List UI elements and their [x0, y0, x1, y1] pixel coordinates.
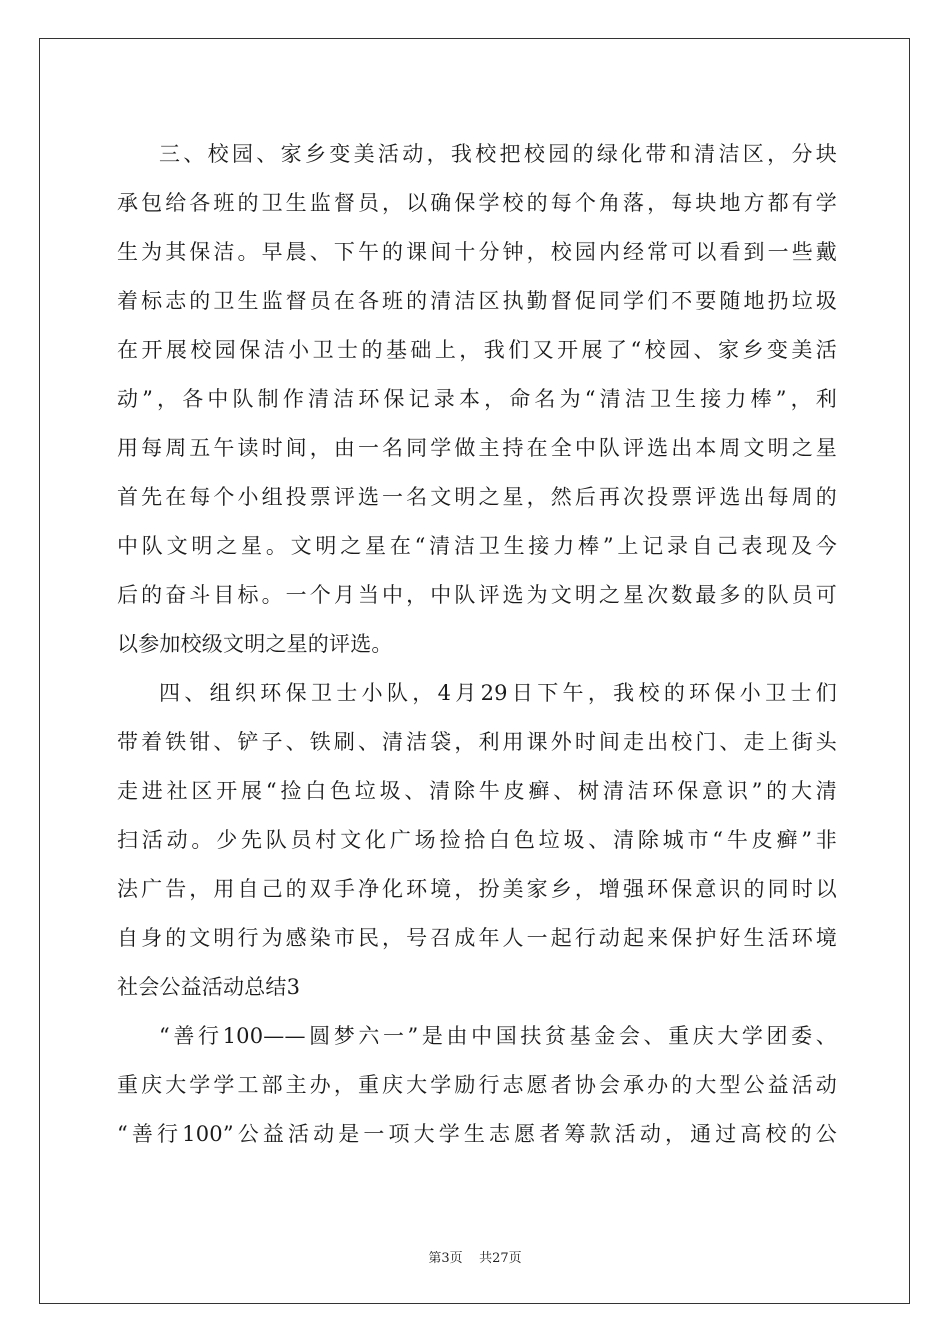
text-line: 重庆大学学工部主办，重庆大学励行志愿者协会承办的大型公益活动 — [117, 1073, 837, 1097]
text-line: 走进社区开展“捡白色垃圾、清除牛皮癣、树清洁环保意识”的大清 — [117, 779, 837, 803]
text-line: 承包给各班的卫生监督员，以确保学校的每个角落，每块地方都有学 — [117, 191, 837, 215]
text-line: 动”，各中队制作清洁环保记录本，命名为“清洁卫生接力棒”，利 — [117, 387, 837, 411]
page-footer — [0, 1247, 950, 1266]
page-number: 第3页 — [428, 1251, 463, 1266]
text-line: 生为其保洁。早晨、下午的课间十分钟，校园内经常可以看到一些戴 — [117, 240, 837, 264]
document-body — [117, 130, 837, 1159]
text-line: “善行100”公益活动是一项大学生志愿者筹款活动，通过高校的公 — [117, 1122, 837, 1146]
text-line: 中队文明之星。文明之星在“清洁卫生接力棒”上记录自己表现及今 — [117, 534, 837, 558]
text-line: 在开展校园保洁小卫士的基础上，我们又开展了“校园、家乡变美活 — [117, 338, 837, 362]
text-line: 扫活动。少先队员村文化广场捡拾白色垃圾、清除城市“牛皮癣”非 — [117, 828, 837, 852]
text-line: 着标志的卫生监督员在各班的清洁区执勤督促同学们不要随地扔垃圾 — [117, 289, 837, 313]
text-line: 首先在每个小组投票评选一名文明之星，然后再次投票评选出每周的 — [117, 485, 837, 509]
text-line: 用每周五午读时间，由一名同学做主持在全中队评选出本周文明之星 — [117, 436, 837, 460]
text-line: “善行100——圆梦六一”是由中国扶贫基金会、重庆大学团委、 — [159, 1024, 837, 1048]
text-line: 三、校园、家乡变美活动，我校把校园的绿化带和清洁区，分块 — [159, 142, 837, 166]
text-line: 四、组织环保卫士小队，4月29日下午，我校的环保小卫士们 — [159, 681, 837, 705]
page-total: 共27页 — [479, 1251, 522, 1266]
text-line: 后的奋斗目标。一个月当中，中队评选为文明之星次数最多的队员可 — [117, 583, 837, 607]
text-line: 法广告，用自己的双手净化环境，扮美家乡，增强环保意识的同时以 — [117, 877, 837, 901]
text-line: 社会公益活动总结3 — [117, 975, 301, 999]
text-line: 自身的文明行为感染市民，号召成年人一起行动起来保护好生活环境 — [117, 926, 837, 950]
text-line: 带着铁钳、铲子、铁刷、清洁袋，利用课外时间走出校门、走上街头 — [117, 730, 837, 754]
text-line: 以参加校级文明之星的评选。 — [117, 632, 393, 656]
